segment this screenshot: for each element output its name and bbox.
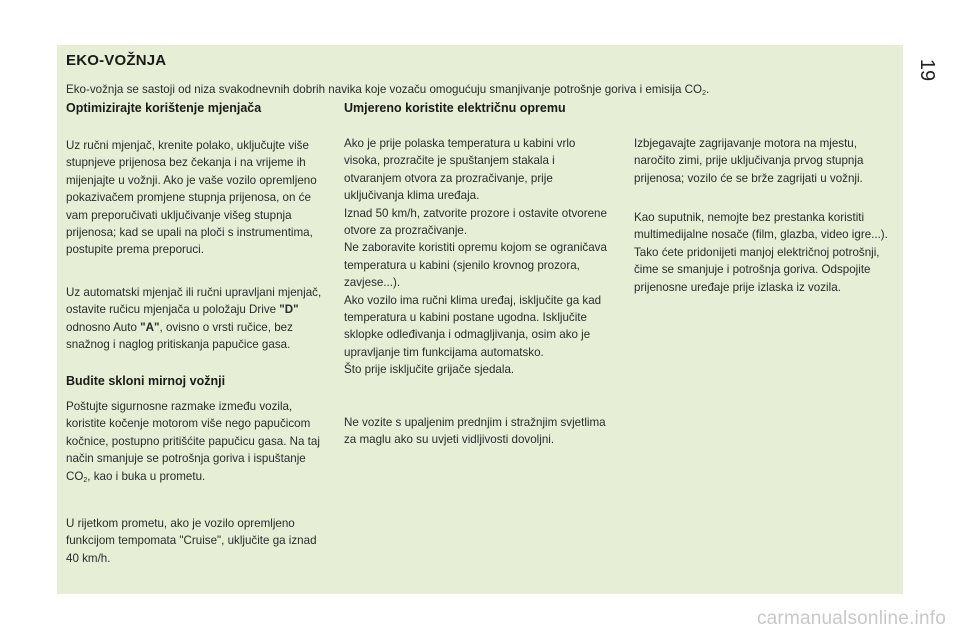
intro-text-end: . <box>705 83 710 96</box>
calm-p1-text-b: , kao i buka u prometu. <box>87 469 206 483</box>
electrical-paragraph-2: Ne vozite s upaljenim prednjim i stražnjim svjetlima za maglu ako su uvjeti vidljivosti dovoljni. <box>344 416 606 447</box>
calm-paragraph-2: U rijetkom prometu, ako je vozilo opremljeno funkcijom tempomata "Cruise", uključite ga iznad 40 km/h. <box>66 517 317 565</box>
page-title: EKO-VOŽNJA <box>66 52 167 69</box>
electrical-paragraph-1 <box>344 135 610 379</box>
intro-subscript: 2 <box>702 90 706 97</box>
heading-gearbox: Optimizirajte korištenje mjenjača <box>66 101 262 115</box>
watermark: carmanualsonline.info <box>756 608 946 629</box>
gearbox-p2-text-a: Uz automatski mjenjač ili ručni upravljani mjenjač, ostavite ručicu mjenjača u položaju Drive <box>66 286 322 317</box>
drive-mode-label: "D" <box>279 303 299 317</box>
electrical-line-2: Iznad 50 km/h, zatvorite prozore i ostavite otvorene otvore za prozračivanje. <box>344 206 607 238</box>
intro-text: Eko-vožnja se sastoji od niza svakodnevnih dobrih navika koje vozaču omogućuju smanjivanje potrošnje goriva i emisija CO <box>66 83 703 96</box>
gearbox-paragraph-2 <box>66 284 328 354</box>
calm-p1-text-a: Poštujte sigurnosne razmake između vozila, koristite kočenje motorom više nego papučicom kočnice, postupno pritišćite papučicu gasa. Na taj način smanjuje se potrošnja goriva i ispuštanje CO <box>66 400 320 483</box>
gearbox-p2-text-c: , ovisno o vrsti ručice, bez snažnog i naglog pritiskanja papučice gasa. <box>66 320 293 352</box>
electrical-line-1: Ako je prije polaska temperatura u kabini vrlo visoka, prozračite je spuštanjem stakala i otvaranjem otvora za prozračivanje, prije uključivanja klima uređaja. <box>344 137 576 203</box>
intro-paragraph <box>66 82 886 97</box>
electrical-line-5: Što prije isključite grijače sjedala. <box>344 363 515 377</box>
gearbox-paragraph-1: Uz ručni mjenjač, krenite polako, uključujte više stupnjeve prijenosa bez čekanja i na vrijeme ih mijenjajte u vožnji. Ako je vaše vozilo opremljeno pokazivačem promjene stupnja prijenosa, on će vam preporučivati uključivanje višeg stupnja prijenosa; kad se upali na ploči s instrumentima, postupite prema preporuci. <box>66 139 317 257</box>
electrical-line-4: Ako vozilo ima ručni klima uređaj, isključite ga kad temperatura u kabini postane ugodna. Isključite sklopke odleđivanja i odmagljivanja, osim ako je upravljanje tim funkcijama automatsko. <box>344 293 602 359</box>
calm-subscript: 2 <box>83 476 88 484</box>
page-number: 19 <box>916 58 938 82</box>
electrical-paragraph-3: Izbjegavajte zagrijavanje motora na mjestu, naročito zimi, prije uključivanja prvog stupnja prijenosa; vozilo će se brže zagrijati u vožnji. <box>634 137 864 185</box>
calm-paragraph-1 <box>66 398 328 485</box>
electrical-paragraph-4: Kao suputnik, nemojte bez prestanka koristiti multimedijalne nosače (film, glazba, video igre...). Tako ćete pridonijeti manjoj električnoj potrošnji, čime se smanjuje i potrošnja goriva. Odspojite prijenosne uređaje prije izlaska iz vozila. <box>634 211 888 294</box>
gearbox-p2-text-b: odnosno Auto <box>66 320 141 334</box>
auto-mode-label: "A" <box>140 320 160 334</box>
heading-calm-driving: Budite skloni mirnoj vožnji <box>66 374 226 388</box>
electrical-line-3: Ne zaboravite koristiti opremu kojom se ograničava temperatura u kabini (sjenilo krovnog prozora, zavjese...). <box>344 241 607 290</box>
heading-electrical: Umjereno koristite električnu opremu <box>344 101 566 115</box>
